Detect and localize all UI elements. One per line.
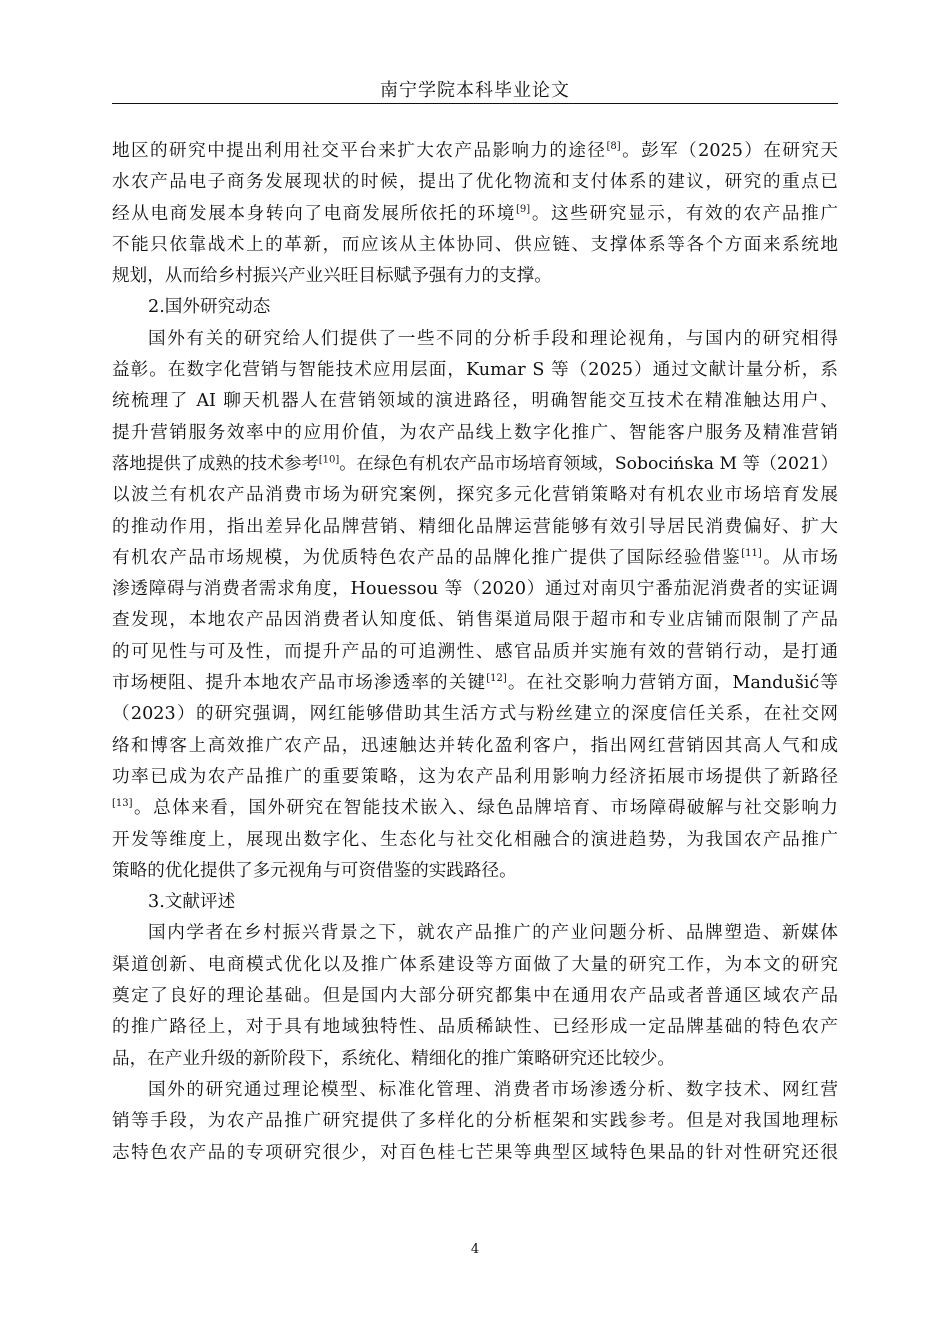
page-number: 4 — [470, 1242, 480, 1257]
text-line: 提升营销服务效率中的应用价值，为农产品线上数字化推广、智能客户服务及精准营销 — [112, 422, 838, 443]
text-segment: 经从电商发展本身转向了电商发展所依托的环境 — [112, 203, 516, 224]
citation-ref: [10] — [318, 454, 340, 466]
text-line — [112, 136, 838, 167]
text-segment: 市场梗阻、提升本地农产品市场渗透率的关键 — [112, 673, 487, 694]
citation-ref: [9] — [516, 203, 531, 215]
text-line — [112, 668, 838, 699]
text-segment: 。在绿色有机农产品市场培育领域，Sobocińska M 等（2021） — [339, 453, 838, 474]
text-segment: 地区的研究中提出利用社交平台来扩大农产品影响力的途径 — [112, 141, 607, 161]
citation-ref: [11] — [741, 548, 762, 559]
text-line: 络和博客上高效推广农产品，迅速触达并转化盈利客户，指出网红营销因其高人气和成 — [112, 735, 838, 756]
citation-ref: [12] — [486, 673, 507, 685]
text-line: 策略的优化提供了多元视角与可资借鉴的实践路径。 — [112, 860, 517, 881]
text-line: 益彰。在数字化营销与智能技术应用层面，Kumar S 等（2025）通过文献计量分析，系 — [112, 360, 838, 381]
text-line: 统梳理了 AI 聊天机器人在营销领域的演进路径，明确智能交互技术在精准触达用户、 — [112, 391, 838, 412]
text-segment: 。从市场 — [761, 547, 838, 568]
text-line: 渗透障碍与消费者需求角度，Houessou 等（2020）通过对南贝宁番茄泥消费者的实证调 — [112, 579, 838, 600]
text-line: 品，在产业升级的新阶段下，系统化、精细化的推广策略研究还比较少。 — [112, 1048, 676, 1069]
text-line — [112, 543, 838, 574]
running-header: 南宁学院本科毕业论文 — [380, 80, 570, 101]
text-line: 的推动作用，指出差异化品牌营销、精细化品牌运营能够有效引导居民消费偏好、扩大 — [112, 516, 838, 537]
text-line: 的可见性与可及性，而提升产品的可追溯性、感官品质并实施有效的营销行动，是打通 — [112, 641, 838, 662]
text-line: 国外有关的研究给人们提供了一些不同的分析手段和理论视角，与国内的研究相得 — [148, 328, 838, 349]
text-line: 国内学者在乡村振兴背景之下，就农产品推广的产业问题分析、品牌塑造、新媒体 — [148, 923, 838, 944]
text-segment: 有机农产品市场规模，为优质特色农产品的品牌化推广提供了国际经验借鉴 — [112, 547, 742, 568]
text-segment: 。这些研究显示，有效的农产品推广 — [530, 203, 838, 224]
text-line: 渠道创新、电商模式优化以及推广体系建设等方面做了大量的研究工作，为本文的研究 — [112, 954, 838, 975]
text-segment: 。总体来看，国外研究在智能技术嵌入、绿色品牌培育、市场障碍破解与社交影响力 — [132, 798, 838, 819]
text-line — [112, 449, 838, 480]
text-line: 国外的研究通过理论模型、标准化管理、消费者市场渗透分析、数字技术、网红营 — [148, 1079, 838, 1100]
citation-ref: [8] — [606, 141, 621, 153]
text-line — [112, 199, 838, 230]
citation-ref: [13] — [112, 798, 133, 810]
text-line: （2023）的研究强调，网红能够借助其生活方式与粉丝建立的深度信任关系，在社交网 — [112, 704, 838, 725]
text-segment: 落地提供了成熟的技术参考 — [112, 453, 319, 474]
text-line: 奠定了良好的理论基础。但是国内大部分研究都集中在通用农产品或者普通区域农产品 — [112, 986, 838, 1007]
text-line: 功率已成为农产品推广的重要策略，这为农产品利用影响力经济拓展市场提供了新路径 — [112, 766, 838, 787]
text-line: 查发现，本地农产品因消费者认知度低、销售渠道局限于超市和专业店铺而限制了产品 — [112, 610, 838, 631]
text-line — [112, 793, 838, 824]
text-line: 水农产品电子商务发展现状的时候，提出了优化物流和支付体系的建议，研究的重点已 — [112, 172, 838, 193]
text-line: 的推广路径上，对于具有地域独特性、品质稀缺性、已经形成一定品牌基础的特色农产 — [112, 1017, 838, 1038]
text-line: 销等手段，为农产品推广研究提供了多样化的分析框架和实践参考。但是对我国地理标 — [112, 1111, 838, 1132]
text-line: 志特色农产品的专项研究很少，对百色桂七芒果等典型区域特色果品的针对性研究还很 — [112, 1142, 838, 1163]
section-heading: 2.国外研究动态 — [148, 297, 271, 318]
text-line: 不能只依靠战术上的革新，而应该从主体协同、供应链、支撑体系等各个方面来系统地 — [112, 234, 838, 255]
text-segment: 。彭军（2025）在研究天 — [620, 141, 838, 161]
text-segment: 。在社交影响力营销方面，Mandušić等 — [506, 673, 838, 694]
text-line: 开发等维度上，展现出数字化、生态化与社交化相融合的演进趋势，为我国农产品推广 — [112, 829, 838, 850]
text-line: 以波兰有机农产品消费市场为研究案例，探究多元化营销策略对有机农业市场培育发展 — [112, 485, 838, 506]
body-text — [112, 136, 838, 1169]
text-line: 规划，从而给乡村振兴产业兴旺目标赋予强有力的支撑。 — [112, 266, 552, 287]
section-heading: 3.文献评述 — [148, 892, 236, 913]
header-rule — [112, 103, 838, 104]
